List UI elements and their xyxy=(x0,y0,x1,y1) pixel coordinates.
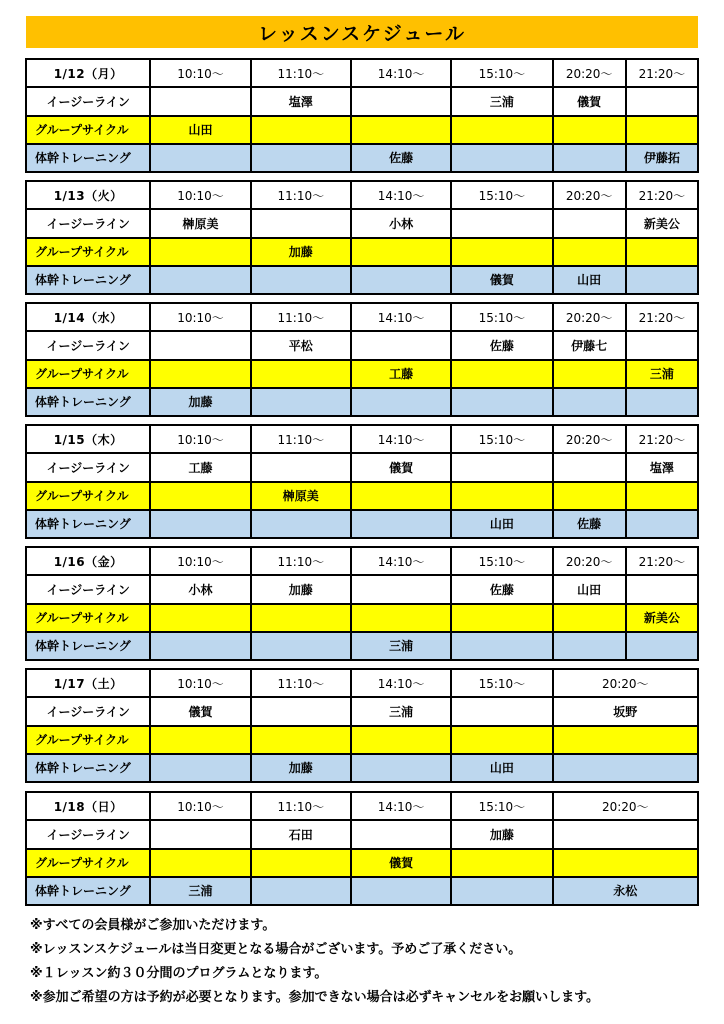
time-header-row xyxy=(26,303,698,331)
class-name: グループサイクル xyxy=(26,116,150,144)
time-slot-header: 11:10〜 xyxy=(251,669,351,697)
instructor-cell: 小林 xyxy=(150,575,250,603)
time-slot-header: 10:10〜 xyxy=(150,425,250,453)
instructor-cell: 佐藤 xyxy=(451,331,552,359)
instructor-cell: 伊藤七 xyxy=(553,331,626,359)
instructor-cell xyxy=(553,238,626,266)
time-slot-header: 10:10〜 xyxy=(150,59,250,87)
class-name: 体幹トレーニング xyxy=(26,388,150,416)
class-row-core xyxy=(26,266,698,294)
instructor-cell: 小林 xyxy=(351,209,451,237)
class-row-core xyxy=(26,877,698,905)
time-slot-header: 14:10〜 xyxy=(351,425,451,453)
class-name: グループサイクル xyxy=(26,849,150,877)
instructor-cell: 三浦 xyxy=(626,360,698,388)
instructor-cell xyxy=(626,116,698,144)
note-line: ※１レッスン約３０分間のプログラムとなります。 xyxy=(30,966,328,981)
instructor-cell xyxy=(351,388,451,416)
class-row-cycle xyxy=(26,482,698,510)
class-name: 体幹トレーニング xyxy=(26,754,150,782)
instructor-cell: 佐藤 xyxy=(451,575,552,603)
instructor-cell xyxy=(251,510,351,538)
class-row-easy xyxy=(26,575,698,603)
time-slot-header: 10:10〜 xyxy=(150,181,250,209)
time-slot-header: 14:10〜 xyxy=(351,181,451,209)
instructor-cell xyxy=(451,388,552,416)
instructor-cell: 平松 xyxy=(251,331,351,359)
class-name: グループサイクル xyxy=(26,482,150,510)
instructor-cell xyxy=(251,632,351,660)
instructor-cell xyxy=(251,697,351,725)
instructor-cell xyxy=(553,754,698,782)
instructor-cell: 塩澤 xyxy=(251,87,351,115)
note-line: ※参加ご希望の方は予約が必要となります。参加できない場合は必ずキャンセルをお願いします。 xyxy=(30,990,600,1005)
time-slot-header: 11:10〜 xyxy=(251,425,351,453)
time-slot-header: 14:10〜 xyxy=(351,547,451,575)
instructor-cell xyxy=(351,510,451,538)
class-name: 体幹トレーニング xyxy=(26,877,150,905)
time-slot-header: 11:10〜 xyxy=(251,547,351,575)
class-row-core xyxy=(26,388,698,416)
instructor-cell xyxy=(150,87,250,115)
time-slot-header: 14:10〜 xyxy=(351,59,451,87)
instructor-cell: 工藤 xyxy=(351,360,451,388)
instructor-cell xyxy=(251,849,351,877)
instructor-cell xyxy=(553,849,698,877)
instructor-cell: 三浦 xyxy=(351,697,451,725)
class-row-cycle xyxy=(26,726,698,754)
instructor-cell xyxy=(351,604,451,632)
instructor-cell: 加藤 xyxy=(150,388,250,416)
time-slot-header: 21:20〜 xyxy=(626,181,698,209)
class-name: 体幹トレーニング xyxy=(26,632,150,660)
day-schedule-table xyxy=(25,424,699,539)
instructor-cell xyxy=(251,209,351,237)
instructor-cell xyxy=(150,754,250,782)
instructor-cell: 新美公 xyxy=(626,604,698,632)
instructor-cell: 石田 xyxy=(251,820,351,848)
time-slot-header: 20:20〜 xyxy=(553,59,626,87)
instructor-cell xyxy=(150,849,250,877)
instructor-cell xyxy=(351,238,451,266)
instructor-cell: 工藤 xyxy=(150,453,250,481)
class-row-cycle xyxy=(26,116,698,144)
instructor-cell xyxy=(251,116,351,144)
instructor-cell xyxy=(451,697,552,725)
instructor-cell xyxy=(553,453,626,481)
time-slot-header: 21:20〜 xyxy=(626,425,698,453)
time-slot-header: 11:10〜 xyxy=(251,792,351,820)
class-name: イージーライン xyxy=(26,453,150,481)
class-row-cycle xyxy=(26,604,698,632)
time-slot-header: 20:20〜 xyxy=(553,425,626,453)
instructor-cell: 三浦 xyxy=(451,87,552,115)
instructor-cell xyxy=(251,266,351,294)
instructor-cell xyxy=(150,144,250,172)
instructor-cell: 坂野 xyxy=(553,697,698,725)
time-header-row xyxy=(26,547,698,575)
instructor-cell: 新美公 xyxy=(626,209,698,237)
time-slot-header: 20:20〜 xyxy=(553,303,626,331)
time-slot-header: 20:20〜 xyxy=(553,181,626,209)
class-name: イージーライン xyxy=(26,697,150,725)
instructor-cell xyxy=(150,360,250,388)
time-slot-header: 15:10〜 xyxy=(451,59,552,87)
class-row-core xyxy=(26,144,698,172)
instructor-cell xyxy=(150,820,250,848)
class-row-core xyxy=(26,754,698,782)
time-slot-header: 10:10〜 xyxy=(150,303,250,331)
instructor-cell: 佐藤 xyxy=(553,510,626,538)
instructor-cell xyxy=(553,144,626,172)
time-slot-header: 10:10〜 xyxy=(150,792,250,820)
instructor-cell xyxy=(251,453,351,481)
instructor-cell xyxy=(351,116,451,144)
time-slot-header: 10:10〜 xyxy=(150,547,250,575)
instructor-cell: 加藤 xyxy=(451,820,552,848)
instructor-cell xyxy=(351,482,451,510)
schedule-title-banner xyxy=(26,16,698,48)
instructor-cell xyxy=(251,144,351,172)
instructor-cell xyxy=(150,266,250,294)
class-name: イージーライン xyxy=(26,87,150,115)
time-slot-header: 21:20〜 xyxy=(626,59,698,87)
time-slot-header: 15:10〜 xyxy=(451,425,552,453)
day-date: 1/15（木） xyxy=(26,425,150,453)
class-name: 体幹トレーニング xyxy=(26,266,150,294)
class-row-easy xyxy=(26,209,698,237)
instructor-cell: 加藤 xyxy=(251,754,351,782)
instructor-cell xyxy=(351,820,451,848)
instructor-cell xyxy=(150,604,250,632)
instructor-cell xyxy=(351,575,451,603)
instructor-cell xyxy=(150,632,250,660)
time-header-row xyxy=(26,59,698,87)
instructor-cell: 儀賀 xyxy=(150,697,250,725)
instructor-cell: 山田 xyxy=(451,510,552,538)
class-row-easy xyxy=(26,820,698,848)
instructor-cell xyxy=(626,575,698,603)
instructor-cell: 榊原美 xyxy=(150,209,250,237)
day-schedule-table xyxy=(25,546,699,661)
instructor-cell xyxy=(451,482,552,510)
class-name: イージーライン xyxy=(26,209,150,237)
instructor-cell xyxy=(626,331,698,359)
instructor-cell xyxy=(351,331,451,359)
time-slot-header: 15:10〜 xyxy=(451,181,552,209)
instructor-cell: 永松 xyxy=(553,877,698,905)
instructor-cell xyxy=(553,116,626,144)
instructor-cell xyxy=(451,877,552,905)
class-row-easy xyxy=(26,453,698,481)
time-slot-header: 14:10〜 xyxy=(351,303,451,331)
instructor-cell xyxy=(626,238,698,266)
instructor-cell xyxy=(451,116,552,144)
instructor-cell xyxy=(451,360,552,388)
day-schedule-table xyxy=(25,180,699,295)
note-line: ※レッスンスケジュールは当日変更となる場合がございます。予めご了承ください。 xyxy=(30,942,522,957)
instructor-cell xyxy=(451,144,552,172)
instructor-cell xyxy=(451,849,552,877)
day-date: 1/14（水） xyxy=(26,303,150,331)
instructor-cell xyxy=(251,726,351,754)
class-row-easy xyxy=(26,331,698,359)
note-line: ※すべての会員様がご参加いただけます。 xyxy=(30,918,276,933)
time-header-row xyxy=(26,669,698,697)
instructor-cell xyxy=(251,388,351,416)
class-row-core xyxy=(26,632,698,660)
time-slot-header: 11:10〜 xyxy=(251,303,351,331)
instructor-cell xyxy=(251,604,351,632)
day-schedule-table xyxy=(25,302,699,417)
instructor-cell: 三浦 xyxy=(351,632,451,660)
instructor-cell xyxy=(553,632,626,660)
instructor-cell xyxy=(626,482,698,510)
instructor-cell: 佐藤 xyxy=(351,144,451,172)
instructor-cell: 山田 xyxy=(553,575,626,603)
time-slot-header: 11:10〜 xyxy=(251,59,351,87)
instructor-cell xyxy=(451,209,552,237)
instructor-cell xyxy=(251,360,351,388)
day-date: 1/17（土） xyxy=(26,669,150,697)
time-slot-header: 10:10〜 xyxy=(150,669,250,697)
instructor-cell: 山田 xyxy=(553,266,626,294)
class-row-cycle xyxy=(26,238,698,266)
instructor-cell: 榊原美 xyxy=(251,482,351,510)
time-slot-header: 14:10〜 xyxy=(351,792,451,820)
class-row-easy xyxy=(26,697,698,725)
instructor-cell xyxy=(626,510,698,538)
time-slot-header: 20:20〜 xyxy=(553,792,698,820)
day-date: 1/18（日） xyxy=(26,792,150,820)
time-header-row xyxy=(26,181,698,209)
time-slot-header: 21:20〜 xyxy=(626,303,698,331)
instructor-cell xyxy=(150,331,250,359)
time-slot-header: 14:10〜 xyxy=(351,669,451,697)
class-row-core xyxy=(26,510,698,538)
time-slot-header: 11:10〜 xyxy=(251,181,351,209)
instructor-cell xyxy=(150,726,250,754)
instructor-cell xyxy=(553,820,698,848)
instructor-cell: 山田 xyxy=(150,116,250,144)
day-schedule-table xyxy=(25,791,699,906)
instructor-cell xyxy=(451,632,552,660)
instructor-cell xyxy=(626,87,698,115)
time-slot-header: 20:20〜 xyxy=(553,547,626,575)
instructor-cell: 加藤 xyxy=(251,575,351,603)
time-slot-header: 15:10〜 xyxy=(451,669,552,697)
time-header-row xyxy=(26,425,698,453)
class-name: イージーライン xyxy=(26,820,150,848)
instructor-cell xyxy=(626,388,698,416)
instructor-cell xyxy=(626,632,698,660)
time-slot-header: 15:10〜 xyxy=(451,792,552,820)
instructor-cell xyxy=(553,604,626,632)
instructor-cell xyxy=(451,604,552,632)
instructor-cell xyxy=(553,209,626,237)
instructor-cell xyxy=(150,510,250,538)
instructor-cell xyxy=(251,877,351,905)
instructor-cell xyxy=(150,238,250,266)
instructor-cell: 儀賀 xyxy=(351,453,451,481)
instructor-cell xyxy=(351,87,451,115)
class-name: イージーライン xyxy=(26,575,150,603)
class-name: グループサイクル xyxy=(26,238,150,266)
instructor-cell xyxy=(451,238,552,266)
class-name: グループサイクル xyxy=(26,726,150,754)
time-slot-header: 20:20〜 xyxy=(553,669,698,697)
day-date: 1/13（火） xyxy=(26,181,150,209)
instructor-cell xyxy=(553,482,626,510)
instructor-cell xyxy=(553,388,626,416)
day-date: 1/16（金） xyxy=(26,547,150,575)
time-header-row xyxy=(26,792,698,820)
instructor-cell xyxy=(451,726,552,754)
instructor-cell: 儀賀 xyxy=(553,87,626,115)
instructor-cell xyxy=(351,266,451,294)
day-schedule-table xyxy=(25,668,699,783)
instructor-cell xyxy=(150,482,250,510)
instructor-cell xyxy=(351,726,451,754)
class-row-cycle xyxy=(26,849,698,877)
instructor-cell xyxy=(451,453,552,481)
class-row-cycle xyxy=(26,360,698,388)
instructor-cell: 儀賀 xyxy=(351,849,451,877)
class-name: イージーライン xyxy=(26,331,150,359)
day-date: 1/12（月） xyxy=(26,59,150,87)
instructor-cell xyxy=(553,726,698,754)
class-name: グループサイクル xyxy=(26,604,150,632)
instructor-cell xyxy=(553,360,626,388)
time-slot-header: 15:10〜 xyxy=(451,303,552,331)
schedule-title: レッスンスケジュール xyxy=(257,22,467,45)
instructor-cell xyxy=(351,754,451,782)
class-row-easy xyxy=(26,87,698,115)
instructor-cell: 山田 xyxy=(451,754,552,782)
class-name: 体幹トレーニング xyxy=(26,144,150,172)
time-slot-header: 21:20〜 xyxy=(626,547,698,575)
class-name: 体幹トレーニング xyxy=(26,510,150,538)
time-slot-header: 15:10〜 xyxy=(451,547,552,575)
class-name: グループサイクル xyxy=(26,360,150,388)
instructor-cell xyxy=(351,877,451,905)
instructor-cell: 塩澤 xyxy=(626,453,698,481)
instructor-cell xyxy=(626,266,698,294)
notes-section xyxy=(30,914,710,1010)
day-schedule-table xyxy=(25,58,699,173)
instructor-cell: 加藤 xyxy=(251,238,351,266)
instructor-cell: 儀賀 xyxy=(451,266,552,294)
instructor-cell: 三浦 xyxy=(150,877,250,905)
instructor-cell: 伊藤拓 xyxy=(626,144,698,172)
